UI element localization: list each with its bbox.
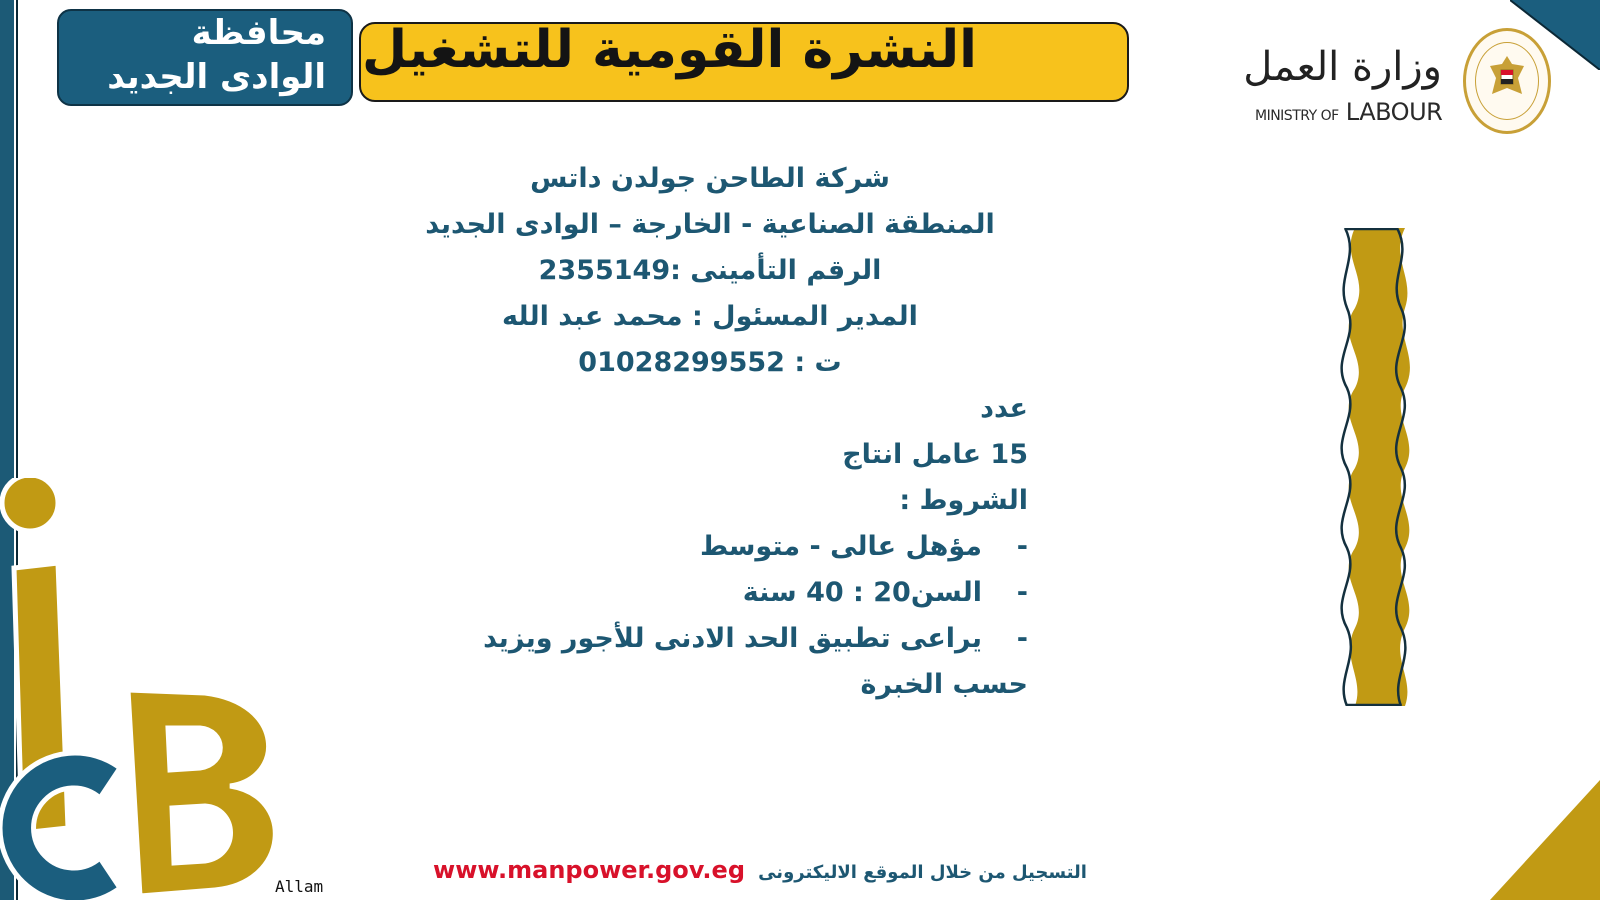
condition-text: مؤهل عالى - متوسط [699, 531, 982, 562]
headline-banner: النشرة القومية للتشغيل [359, 22, 1129, 102]
company-info [400, 156, 1020, 386]
condition-item: - يراعى تطبيق الحد الادنى للأجور ويزيد [483, 623, 1028, 654]
decorative-letters [0, 478, 290, 900]
condition-item: - السن20 : 40 سنة [742, 577, 1028, 608]
condition-continuation: حسب الخبرة [860, 669, 1028, 700]
ministry-name-arabic: وزارة العمل [1243, 44, 1442, 90]
job-details [380, 386, 1028, 708]
governorate-line-2: الوادى الجديد [107, 57, 326, 97]
company-name: شركة الطاحن جولدن داتس [530, 163, 890, 194]
job-position: 15 عامل انتاج [842, 439, 1028, 470]
eagle-emblem-icon [1484, 50, 1530, 110]
manager-name: المدير المسئول : محمد عبد الله [502, 301, 918, 332]
company-address: المنطقة الصناعية - الخارجة – الوادى الجديد [425, 209, 995, 240]
designer-signature: Allam [275, 877, 324, 896]
condition-text: يراعى تطبيق الحد الادنى للأجور ويزيد [483, 623, 982, 654]
footer-website-link[interactable]: www.manpower.gov.eg [433, 856, 745, 884]
footer-registration-text: التسجيل من خلال الموقع الاليكترونى [758, 862, 1087, 883]
count-label: عدد [980, 393, 1028, 424]
footer [400, 856, 1120, 884]
ministry-name-english [1255, 98, 1441, 126]
wavy-ribbon-decoration [1335, 228, 1435, 706]
conditions-label: الشروط : [899, 485, 1028, 516]
insurance-number: الرقم التأمينى :2355149 [538, 255, 882, 286]
condition-item: - مؤهل عالى - متوسط [699, 531, 1028, 562]
phone-number: ت : 01028299552 [578, 347, 842, 378]
ministry-name-main: LABOUR [1345, 98, 1443, 126]
condition-text: السن20 : 40 سنة [742, 577, 982, 608]
ministry-name-prefix: MINISTRY OF [1255, 108, 1339, 124]
governorate-badge [57, 9, 353, 106]
corner-decoration-bottom-right [1490, 780, 1600, 900]
governorate-line-1: محافظة [191, 13, 326, 53]
